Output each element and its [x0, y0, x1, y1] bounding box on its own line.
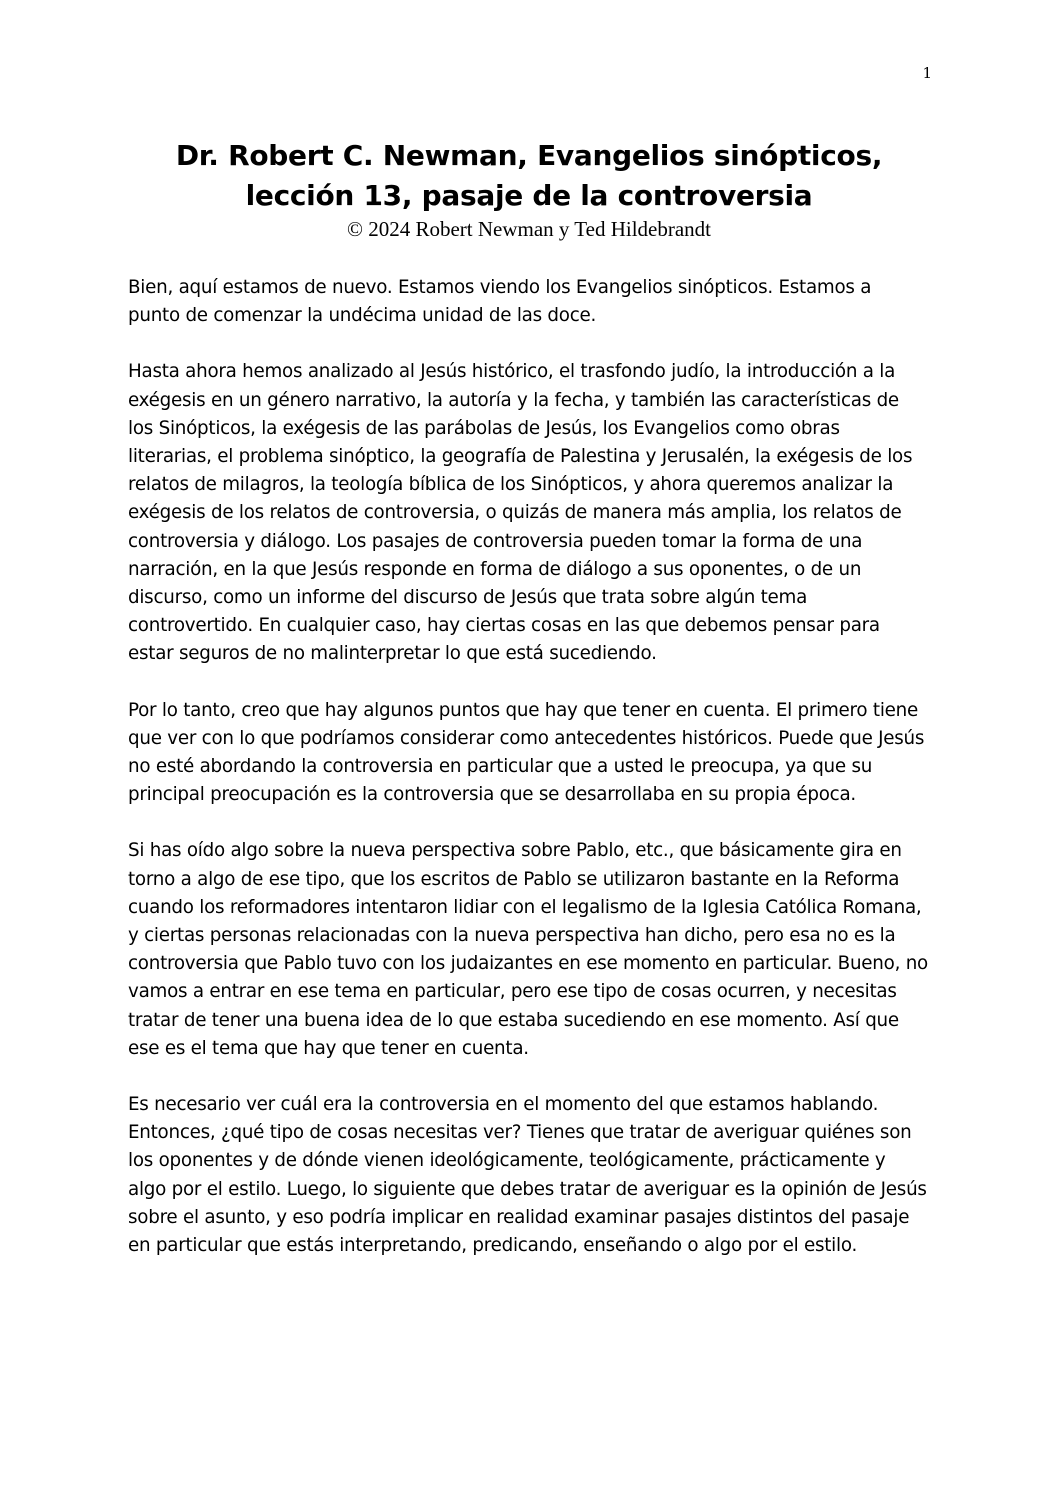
- page-title-line-2: lección 13, pasaje de la controversia: [245, 179, 813, 212]
- title-block: [128, 136, 930, 242]
- paragraph-2: Hasta ahora hemos analizado al Jesús histórico, el trasfondo judío, la introducción a la exégesis en un género narrativo, la autoría y la fecha, y también las características de los Sinópticos, la exégesis de las parábolas de Jesús, los Evangelios como obras literarias, el problema sinóptico, la geografía de Palestina y Jerusalén, la exégesis de los relatos de milagros, la teología bíblica de los Sinópticos, y ahora queremos analizar la exégesis de los relatos de controversia, o quizás de manera más amplia, los relatos de controversia y diálogo. Los pasajes de controversia pueden tomar la forma de una narración, en la que Jesús responde en forma de diálogo a sus oponentes, o de un discurso, como un informe del discurso de Jesús que trata sobre algún tema controvertido. En cualquier caso, hay ciertas cosas en las que debemos pensar para estar seguros de no malinterpretar lo que está sucediendo.: [128, 361, 913, 665]
- paragraph-3: Por lo tanto, creo que hay algunos puntos que hay que tener en cuenta. El primero tiene que ver con lo que podríamos considerar como antecedentes históricos. Puede que Jesús no esté abordando la controversia en particular que a usted le preocupa, ya que su principal preocupación es la controversia que se desarrollaba en su propia época.: [128, 699, 925, 806]
- copyright-line: © 2024 Robert Newman y Ted Hildebrandt: [346, 217, 712, 241]
- page-title-line-1: Dr. Robert C. Newman, Evangelios sinópticos,: [175, 139, 883, 172]
- body-text: [128, 274, 928, 1288]
- paragraph-4: Si has oído algo sobre la nueva perspectiva sobre Pablo, etc., que básicamente gira en torno a algo de ese tipo, que los escritos de Pablo se utilizaron bastante en la Reforma cuando los reformadores intentaron lidiar con el legalismo de la Iglesia Católica Romana, y ciertas personas relacionadas con la nueva perspectiva han dicho, pero esa no es la controversia que Pablo tuvo con los judaizantes en ese momento en particular. Bueno, no vamos a entrar en ese tema en particular, pero ese tipo de cosas ocurren, y necesitas tratar de tener una buena idea de lo que estaba sucediendo en ese momento. Así que ese es el tema que hay que tener en cuenta.: [128, 840, 928, 1059]
- paragraph-5: Es necesario ver cuál era la controversia en el momento del que estamos hablando. Entonces, ¿qué tipo de cosas necesitas ver? Tienes que tratar de averiguar quiénes son los oponentes y de dónde vienen ideológicamente, teológicamente, prácticamente y algo por el estilo. Luego, lo siguiente que debes tratar de averiguar es la opinión de Jesús sobre el asunto, y eso podría implicar en realidad examinar pasajes distintos del pasaje en particular que estás interpretando, predicando, enseñando o algo por el estilo.: [128, 1094, 927, 1257]
- page-number: 1: [922, 64, 932, 82]
- paragraph-1: Bien, aquí estamos de nuevo. Estamos viendo los Evangelios sinópticos. Estamos a punto de comenzar la undécima unidad de las doce.: [128, 277, 872, 327]
